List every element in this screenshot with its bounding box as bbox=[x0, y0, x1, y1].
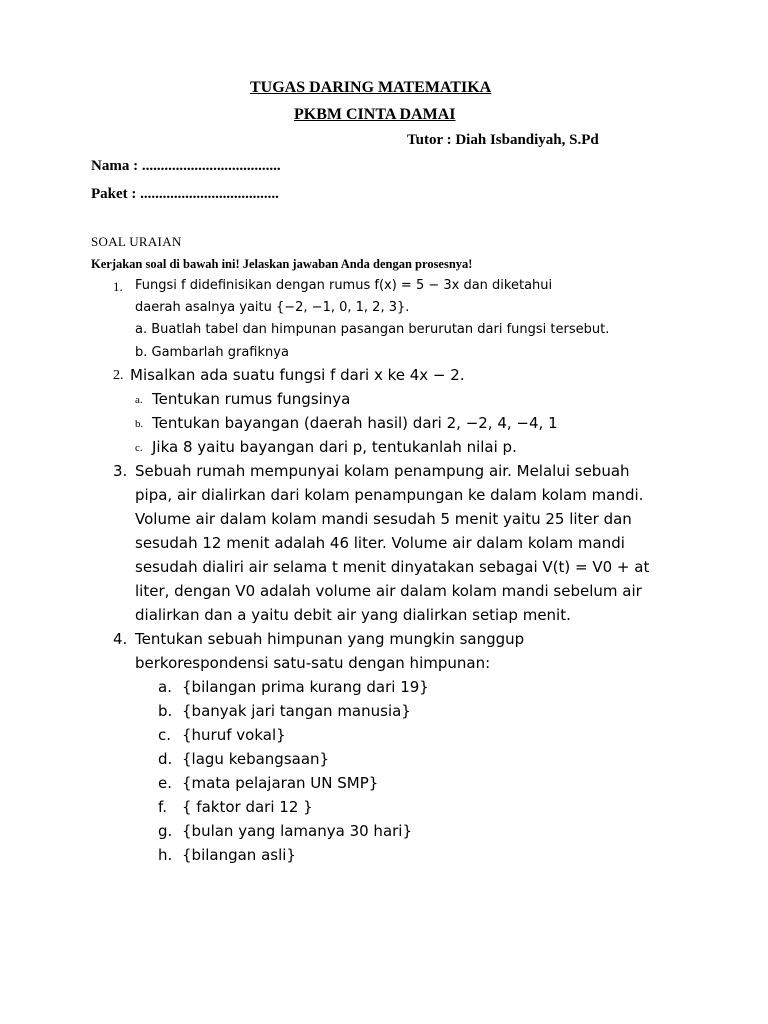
question-text: sesudah dialiri air selama t menit dinyatakan sebagai V(t) = V0 + at bbox=[135, 558, 650, 576]
question-text: Tentukan sebuah himpunan yang mungkin sanggup bbox=[135, 630, 525, 648]
question-text: Sebuah rumah mempunyai kolam penampung air. Melalui sebuah bbox=[135, 462, 630, 480]
item-letter: h. bbox=[158, 846, 173, 864]
sub-question: a. Buatlah tabel dan himpunan pasangan berurutan dari fungsi tersebut. bbox=[135, 322, 610, 337]
document-title: TUGAS DARING MATEMATIKA bbox=[250, 79, 492, 96]
item-letter: d. bbox=[158, 750, 173, 768]
sub-letter: b. bbox=[135, 418, 144, 430]
sub-letter: a. bbox=[135, 394, 143, 406]
item-letter: b. bbox=[158, 702, 173, 720]
question-number: 2. bbox=[113, 368, 124, 383]
list-item: {banyak jari tangan manusia} bbox=[182, 702, 411, 720]
package-field: Paket : ..................................... bbox=[91, 186, 279, 202]
list-item: {bilangan prima kurang dari 19} bbox=[182, 678, 429, 696]
item-letter: e. bbox=[158, 774, 172, 792]
tutor-label: Tutor : Diah Isbandiyah, S.Pd bbox=[407, 132, 599, 148]
sub-question: Jika 8 yaitu bayangan dari p, tentukanlah nilai p. bbox=[152, 438, 517, 456]
instruction-text: Kerjakan soal di bawah ini! Jelaskan jawaban Anda dengan prosesnya! bbox=[91, 257, 473, 271]
list-item: {lagu kebangsaan} bbox=[182, 750, 330, 768]
question-text: liter, dengan V0 adalah volume air dalam kolam mandi sebelum air bbox=[135, 582, 642, 600]
section-heading: SOAL URAIAN bbox=[91, 234, 182, 249]
name-field: Nama : ..................................... bbox=[91, 158, 281, 174]
question-text: pipa, air dialirkan dari kolam penampungan ke dalam kolam mandi. bbox=[135, 486, 644, 504]
sub-question: b. Gambarlah grafiknya bbox=[135, 345, 289, 360]
question-text: Misalkan ada suatu fungsi f dari x ke 4x − 2. bbox=[130, 366, 465, 384]
question-number: 3. bbox=[113, 462, 128, 480]
list-item: {bilangan asli} bbox=[182, 846, 296, 864]
item-letter: c. bbox=[158, 726, 172, 744]
question-text: Volume air dalam kolam mandi sesudah 5 menit yaitu 25 liter dan bbox=[135, 510, 632, 528]
question-text: berkorespondensi satu-satu dengan himpunan: bbox=[135, 654, 491, 672]
sub-question: Tentukan bayangan (daerah hasil) dari 2, −2, 4, −4, 1 bbox=[152, 414, 558, 432]
question-number: 1. bbox=[113, 279, 123, 294]
item-letter: a. bbox=[158, 678, 172, 696]
question-text: sesudah 12 menit adalah 46 liter. Volume air dalam kolam mandi bbox=[135, 534, 625, 552]
list-item: {bulan yang lamanya 30 hari} bbox=[182, 822, 413, 840]
sub-letter: c. bbox=[135, 442, 143, 454]
question-text: Fungsi f didefinisikan dengan rumus f(x) = 5 − 3x dan diketahui bbox=[135, 278, 553, 293]
question-number: 4. bbox=[113, 630, 128, 648]
sub-question: Tentukan rumus fungsinya bbox=[152, 390, 351, 408]
document-subtitle: PKBM CINTA DAMAI bbox=[294, 106, 456, 123]
list-item: { faktor dari 12 } bbox=[182, 798, 313, 816]
item-letter: f. bbox=[158, 798, 167, 816]
list-item: {mata pelajaran UN SMP} bbox=[182, 774, 379, 792]
question-text: daerah asalnya yaitu {−2, −1, 0, 1, 2, 3}. bbox=[135, 300, 410, 315]
list-item: {huruf vokal} bbox=[182, 726, 286, 744]
question-text: dialirkan dan a yaitu debit air yang dialirkan setiap menit. bbox=[135, 606, 571, 624]
item-letter: g. bbox=[158, 822, 173, 840]
